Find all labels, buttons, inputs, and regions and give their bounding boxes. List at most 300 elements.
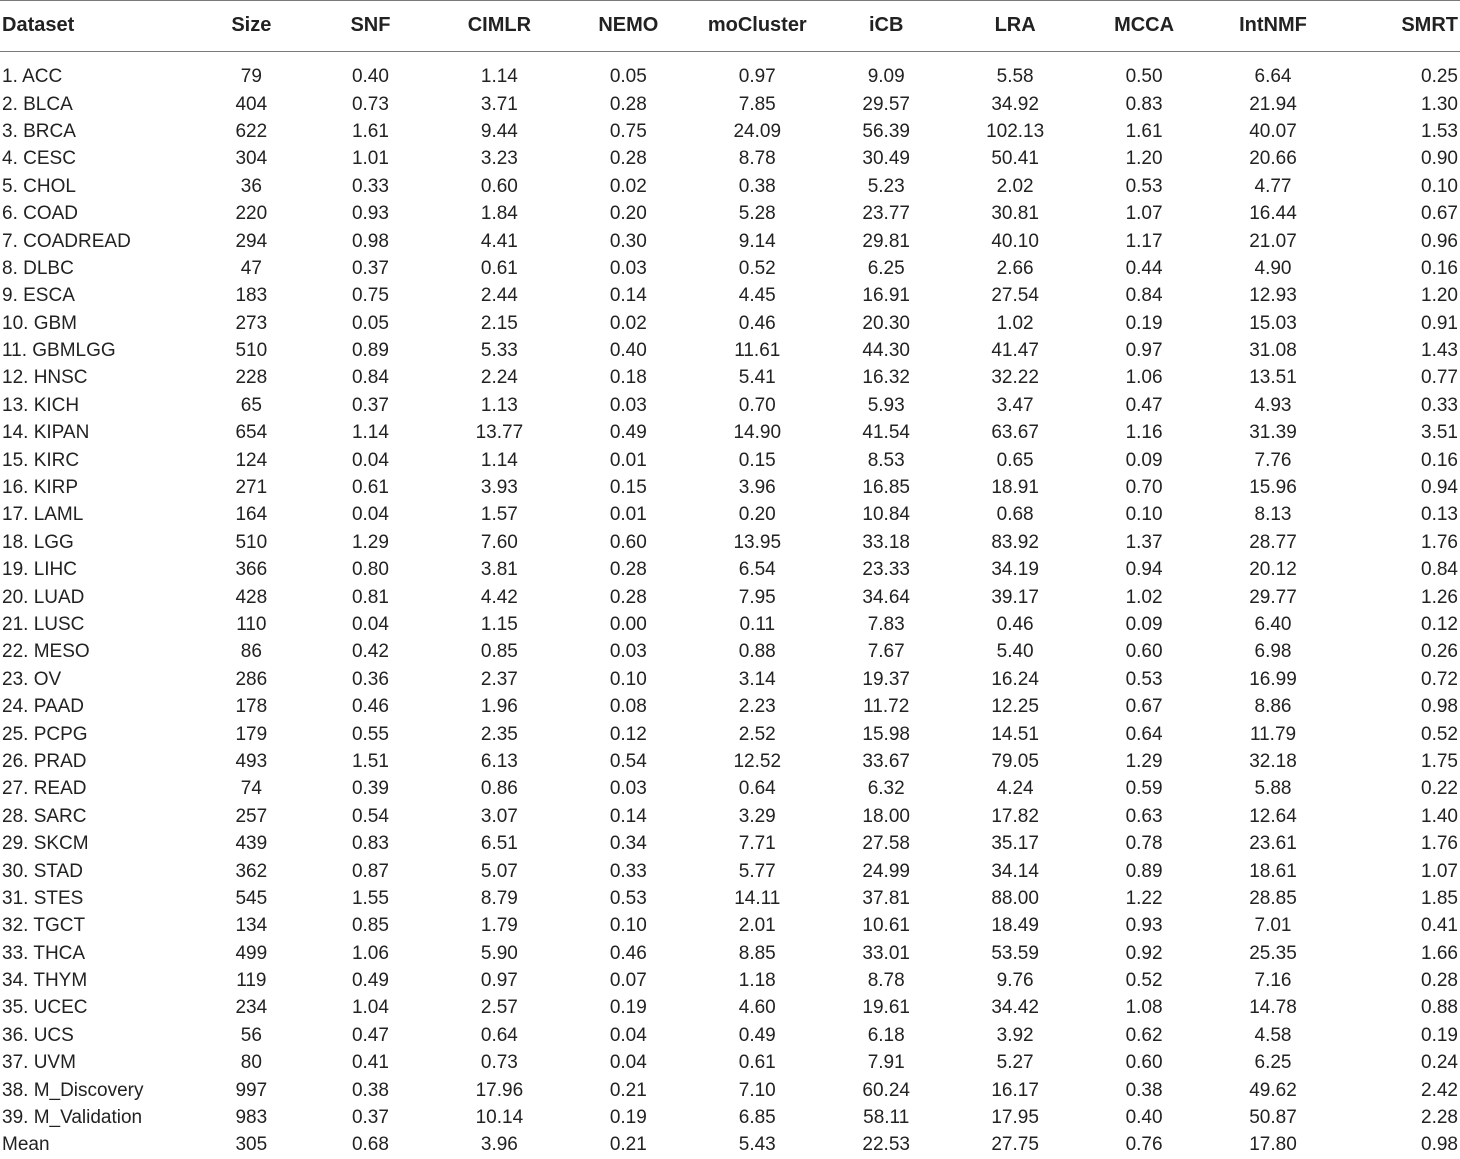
cell-dataset: 9. ESCA [2,285,75,307]
cell-nemo: 0.03 [609,641,647,663]
cell-mocluster: 9.14 [738,230,776,252]
cell-snf: 0.47 [351,1024,389,1046]
cell-nemo: 0.75 [609,120,647,142]
cell-smrt: 0.52 [1421,723,1458,745]
cell-intnmf: 4.93 [1254,394,1292,416]
cell-dataset: 26. PRAD [2,750,87,772]
cell-size: 983 [235,1107,268,1129]
cell-intnmf: 15.96 [1249,477,1297,499]
cell-cimlr: 4.41 [480,230,518,252]
cell-lra: 3.92 [996,1024,1034,1046]
cell-mcca: 0.60 [1125,641,1163,663]
cell-snf: 0.04 [351,504,389,526]
cell-size: 510 [235,531,268,553]
cell-icb: 30.49 [862,148,910,170]
cell-cimlr: 3.96 [480,1134,518,1156]
table-row [0,173,1460,200]
cell-cimlr: 17.96 [475,1079,524,1101]
cell-nemo: 0.01 [609,449,647,471]
cell-dataset: 19. LIHC [2,559,77,581]
cell-mcca: 0.38 [1125,1079,1163,1101]
table-row [0,611,1460,638]
table-row [0,1050,1460,1077]
cell-dataset: 6. COAD [2,203,79,225]
cell-intnmf: 21.94 [1249,93,1297,115]
cell-snf: 0.49 [351,970,389,992]
cell-snf: 0.85 [351,915,389,937]
cell-icb: 7.67 [867,641,905,663]
cell-mocluster: 0.97 [738,66,776,88]
cell-mcca: 0.84 [1125,285,1163,307]
cell-dataset: 1. ACC [2,66,63,88]
cell-nemo: 0.18 [609,367,647,389]
cell-nemo: 0.33 [609,860,647,882]
cell-dataset: 17. LAML [2,504,84,526]
cell-icb: 33.67 [862,750,910,772]
header-mcca: MCCA [1080,1,1209,51]
table-row [0,748,1460,775]
cell-nemo: 0.28 [609,586,647,608]
cell-icb: 56.39 [862,120,910,142]
cell-dataset: 31. STES [2,887,84,909]
cell-mcca: 0.62 [1125,1024,1163,1046]
cell-icb: 41.54 [862,422,910,444]
table-row [0,118,1460,145]
cell-mocluster: 7.71 [738,833,776,855]
cell-cimlr: 6.13 [480,750,518,772]
cell-size: 65 [240,394,262,416]
table-row [0,693,1460,720]
cell-cimlr: 1.79 [480,915,518,937]
cell-mocluster: 5.43 [738,1134,776,1156]
table-row [0,584,1460,611]
cell-mcca: 0.53 [1125,175,1163,197]
cell-cimlr: 0.85 [480,641,518,663]
cell-smrt: 0.10 [1421,175,1458,197]
cell-lra: 2.66 [996,257,1034,279]
cell-lra: 27.75 [991,1134,1039,1156]
cell-smrt: 0.19 [1421,1024,1458,1046]
cell-snf: 0.73 [351,93,389,115]
cell-smrt: 0.41 [1421,915,1458,937]
cell-size: 286 [235,668,268,690]
cell-lra: 9.76 [996,970,1034,992]
cell-mcca: 0.67 [1125,696,1163,718]
cell-intnmf: 20.66 [1249,148,1297,170]
cell-size: 183 [235,285,268,307]
table-row [0,1022,1460,1049]
cell-mocluster: 13.95 [733,531,782,553]
cell-smrt: 0.84 [1421,559,1458,581]
cell-dataset: 20. LUAD [2,586,85,608]
cell-size: 134 [235,915,268,937]
cell-smrt: 1.53 [1421,120,1458,142]
cell-icb: 29.81 [862,230,910,252]
table-row [0,228,1460,255]
cell-snf: 0.84 [351,367,389,389]
cell-intnmf: 16.99 [1249,668,1297,690]
cell-nemo: 0.46 [609,942,647,964]
cell-cimlr: 1.13 [480,394,518,416]
cell-nemo: 0.03 [609,778,647,800]
cell-cimlr: 3.23 [480,148,518,170]
cell-smrt: 1.76 [1421,833,1458,855]
cell-dataset: 10. GBM [2,312,77,334]
cell-intnmf: 13.51 [1249,367,1297,389]
header-nemo: NEMO [564,1,693,51]
cell-dataset: 21. LUSC [2,614,85,635]
cell-icb: 7.91 [867,1052,905,1074]
cell-mcca: 0.40 [1125,1107,1163,1129]
cell-mocluster: 0.88 [738,641,776,663]
cell-nemo: 0.14 [609,285,647,307]
cell-lra: 27.54 [991,285,1039,307]
cell-intnmf: 18.61 [1249,860,1297,882]
cell-mcca: 0.60 [1125,1052,1163,1074]
cell-mcca: 0.78 [1125,833,1163,855]
cell-mcca: 0.70 [1125,477,1163,499]
cell-mocluster: 5.41 [738,367,776,389]
cell-mcca: 0.09 [1125,449,1163,471]
cell-smrt: 0.90 [1421,148,1458,170]
cell-snf: 1.51 [351,750,389,772]
cell-mcca: 0.53 [1125,668,1163,690]
cell-smrt: 2.28 [1421,1107,1458,1129]
cell-size: 119 [236,970,267,992]
cell-dataset: 32. TGCT [2,915,86,937]
cell-cimlr: 10.14 [475,1107,524,1129]
cell-icb: 44.30 [862,340,910,362]
cell-mocluster: 7.10 [738,1079,776,1101]
cell-intnmf: 7.01 [1254,915,1292,937]
cell-intnmf: 5.88 [1254,778,1292,800]
header-dataset: Dataset [0,1,197,51]
cell-lra: 18.91 [991,477,1039,499]
cell-lra: 102.13 [986,120,1045,142]
cell-cimlr: 3.71 [480,93,518,115]
cell-cimlr: 0.61 [480,257,518,279]
cell-nemo: 0.54 [609,750,647,772]
cell-snf: 0.39 [351,778,389,800]
table-row [0,447,1460,474]
cell-intnmf: 23.61 [1249,833,1297,855]
cell-mcca: 1.06 [1125,367,1163,389]
cell-cimlr: 3.07 [480,805,518,827]
cell-smrt: 0.94 [1421,477,1458,499]
cell-snf: 1.29 [351,531,389,553]
cell-lra: 5.58 [996,66,1034,88]
cell-mocluster: 8.85 [738,942,776,964]
cell-intnmf: 17.80 [1249,1134,1297,1156]
cell-lra: 1.02 [996,312,1034,334]
cell-lra: 79.05 [991,750,1039,772]
cell-mocluster: 11.61 [734,340,781,362]
cell-lra: 63.67 [991,422,1039,444]
cell-lra: 3.47 [996,394,1034,416]
cell-icb: 19.61 [862,997,910,1019]
cell-lra: 35.17 [991,833,1039,855]
cell-lra: 16.17 [991,1079,1039,1101]
cell-cimlr: 2.37 [480,668,518,690]
cell-lra: 18.49 [991,915,1039,937]
cell-cimlr: 7.60 [480,531,518,553]
cell-mocluster: 1.18 [738,970,776,992]
cell-nemo: 0.30 [609,230,647,252]
cell-size: 47 [240,257,262,279]
header-size: Size [197,1,306,51]
cell-snf: 0.40 [351,66,389,88]
cell-dataset: 14. KIPAN [2,422,90,444]
cell-dataset: 13. KICH [2,394,80,416]
cell-lra: 0.65 [996,449,1034,471]
cell-nemo: 0.15 [609,477,647,499]
results-table [0,1,1460,1159]
cell-snf: 0.36 [351,668,389,690]
cell-cimlr: 5.33 [480,340,518,362]
cell-smrt: 0.16 [1421,257,1458,279]
cell-mocluster: 0.38 [738,175,776,197]
cell-icb: 9.09 [867,66,905,88]
cell-cimlr: 0.86 [480,778,518,800]
cell-nemo: 0.40 [609,340,647,362]
cell-dataset: 7. COADREAD [2,230,131,252]
cell-cimlr: 2.24 [480,367,518,389]
cell-snf: 0.42 [351,641,389,663]
cell-size: 228 [235,367,268,389]
cell-nemo: 0.28 [609,148,647,170]
cell-snf: 0.75 [351,285,389,307]
cell-nemo: 0.53 [609,887,647,909]
cell-icb: 23.33 [862,559,910,581]
cell-snf: 0.33 [351,175,389,197]
cell-intnmf: 32.18 [1249,750,1297,772]
cell-intnmf: 49.62 [1249,1079,1297,1101]
cell-size: 622 [235,120,268,142]
cell-nemo: 0.60 [609,531,647,553]
cell-smrt: 1.76 [1421,531,1458,553]
cell-lra: 34.42 [991,997,1039,1019]
cell-mcca: 0.83 [1125,93,1163,115]
cell-dataset: 5. CHOL [2,175,76,197]
cell-snf: 0.05 [351,312,389,334]
cell-mcca: 1.07 [1125,203,1163,225]
cell-intnmf: 7.16 [1254,970,1292,992]
cell-snf: 0.98 [351,230,389,252]
cell-mocluster: 2.01 [738,915,776,937]
cell-lra: 39.17 [991,586,1039,608]
cell-size: 294 [235,230,268,252]
cell-mcca: 1.16 [1125,422,1163,444]
cell-icb: 8.78 [867,970,905,992]
cell-size: 366 [235,559,268,581]
cell-mcca: 1.20 [1125,148,1163,170]
cell-snf: 1.01 [351,148,389,170]
cell-mocluster: 0.20 [738,504,776,526]
cell-cimlr: 1.96 [480,696,518,718]
cell-dataset: 35. UCEC [2,997,88,1019]
cell-cimlr: 6.51 [480,833,518,855]
header-cimlr: CIMLR [435,1,564,51]
cell-intnmf: 4.58 [1254,1024,1292,1046]
cell-smrt: 1.20 [1421,285,1458,307]
cell-snf: 0.37 [351,394,389,416]
cell-icb: 37.81 [862,887,910,909]
cell-smrt: 2.42 [1421,1079,1458,1101]
cell-dataset: 11. GBMLGG [2,340,116,362]
cell-cimlr: 1.15 [480,614,518,635]
cell-dataset: 15. KIRC [2,449,80,471]
cell-size: 257 [235,805,268,827]
cell-lra: 32.22 [991,367,1039,389]
cell-cimlr: 8.79 [480,887,518,909]
cell-nemo: 0.28 [609,93,647,115]
cell-mcca: 0.63 [1125,805,1163,827]
cell-nemo: 0.02 [609,175,647,197]
cell-lra: 2.02 [996,175,1034,197]
cell-mocluster: 24.09 [733,120,782,142]
cell-size: 36 [240,175,262,197]
cell-size: 499 [235,942,268,964]
cell-lra: 34.92 [991,93,1039,115]
cell-dataset: 23. OV [2,668,62,690]
cell-icb: 16.91 [862,285,910,307]
cell-mocluster: 14.90 [733,422,782,444]
cell-mcca: 0.89 [1125,860,1163,882]
cell-nemo: 0.21 [609,1079,647,1101]
cell-snf: 0.55 [351,723,389,745]
header-snf: SNF [306,1,435,51]
cell-smrt: 0.98 [1421,1134,1458,1156]
cell-size: 654 [235,422,268,444]
header-smrt: SMRT [1337,1,1460,51]
cell-snf: 0.68 [351,1134,389,1156]
cell-dataset: 29. SKCM [2,833,89,855]
cell-mcca: 1.61 [1125,120,1163,142]
table-row [0,91,1460,118]
cell-nemo: 0.05 [609,66,647,88]
cell-smrt: 0.26 [1421,641,1458,663]
cell-intnmf: 15.03 [1249,312,1297,334]
table-row [0,337,1460,364]
cell-snf: 0.04 [351,449,389,471]
cell-lra: 30.81 [991,203,1039,225]
cell-cimlr: 2.35 [480,723,518,745]
cell-cimlr: 5.90 [480,942,518,964]
cell-smrt: 0.72 [1421,668,1458,690]
cell-smrt: 1.75 [1421,750,1458,772]
cell-mocluster: 6.54 [738,559,776,581]
cell-smrt: 1.85 [1421,887,1458,909]
cell-nemo: 0.08 [609,696,647,718]
table-row [0,1077,1460,1104]
cell-nemo: 0.04 [609,1052,647,1074]
table-row [0,940,1460,967]
cell-nemo: 0.10 [609,668,647,690]
cell-mocluster: 2.23 [738,696,776,718]
table-row [0,858,1460,885]
cell-cimlr: 3.93 [480,477,518,499]
cell-icb: 19.37 [862,668,910,690]
cell-intnmf: 6.64 [1254,66,1292,88]
cell-intnmf: 31.39 [1249,422,1297,444]
cell-lra: 16.24 [991,668,1039,690]
cell-mocluster: 7.85 [738,93,776,115]
cell-mocluster: 0.61 [738,1052,776,1074]
cell-mcca: 0.47 [1125,394,1163,416]
cell-mocluster: 6.85 [738,1107,776,1129]
cell-intnmf: 8.13 [1254,504,1292,526]
header-mocluster: moCluster [693,1,822,51]
cell-mcca: 0.50 [1125,66,1163,88]
cell-mcca: 0.10 [1125,504,1163,526]
header-lra: LRA [951,1,1080,51]
cell-snf: 0.37 [351,1107,389,1129]
cell-snf: 0.87 [351,860,389,882]
cell-intnmf: 28.77 [1249,531,1297,553]
cell-dataset: 24. PAAD [2,696,85,718]
cell-dataset: 3. BRCA [2,120,76,142]
cell-mcca: 0.97 [1125,340,1163,362]
cell-cimlr: 1.84 [480,203,518,225]
cell-lra: 34.19 [991,559,1039,581]
cell-icb: 6.18 [867,1024,905,1046]
cell-snf: 1.06 [351,942,389,964]
cell-dataset: 27. READ [2,778,87,800]
cell-nemo: 0.10 [609,915,647,937]
cell-mocluster: 12.52 [733,750,782,772]
cell-smrt: 0.24 [1421,1052,1458,1074]
cell-cimlr: 0.97 [480,970,518,992]
cell-size: 56 [240,1024,262,1046]
cell-intnmf: 14.78 [1249,997,1297,1019]
cell-size: 304 [235,148,268,170]
cell-smrt: 0.67 [1421,203,1458,225]
cell-cimlr: 5.07 [480,860,518,882]
cell-lra: 53.59 [991,942,1039,964]
cell-lra: 41.47 [991,340,1039,362]
cell-size: 80 [240,1052,262,1074]
cell-smrt: 1.26 [1421,586,1458,608]
cell-intnmf: 40.07 [1249,120,1297,142]
cell-lra: 12.25 [991,696,1039,718]
cell-smrt: 0.91 [1421,312,1458,334]
table-row [0,639,1460,666]
cell-dataset: 33. THCA [2,942,86,964]
cell-nemo: 0.12 [609,723,647,745]
cell-mocluster: 3.29 [738,805,776,827]
cell-snf: 0.81 [351,586,389,608]
cell-smrt: 0.96 [1421,230,1458,252]
cell-mocluster: 8.78 [738,148,776,170]
cell-cimlr: 13.77 [475,422,524,444]
table-row [0,885,1460,912]
cell-mcca: 0.59 [1125,778,1163,800]
cell-icb: 7.83 [867,614,905,635]
cell-mcca: 0.09 [1125,614,1163,635]
cell-intnmf: 4.77 [1254,175,1292,197]
cell-cimlr: 4.42 [480,586,518,608]
cell-mcca: 0.76 [1125,1134,1163,1156]
table-row [0,392,1460,419]
cell-mocluster: 4.45 [738,285,776,307]
cell-size: 510 [235,340,268,362]
cell-intnmf: 6.40 [1254,614,1292,635]
cell-nemo: 0.19 [609,1107,647,1129]
cell-snf: 1.14 [351,422,389,444]
cell-nemo: 0.04 [609,1024,647,1046]
cell-icb: 11.72 [863,696,910,718]
table-row [0,474,1460,501]
